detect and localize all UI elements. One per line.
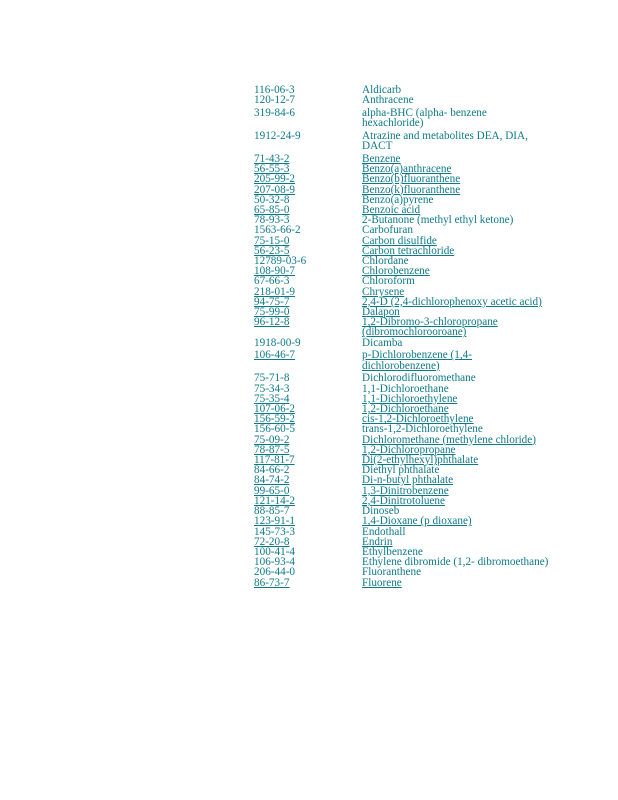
chemical-name-link[interactable]: Chrysene xyxy=(362,285,405,298)
cas-number-link[interactable]: 117-81-7 xyxy=(254,454,295,467)
chemical-name-link[interactable]: p-Dichlorobenzene (1,4- dichlorobenzene) xyxy=(362,349,472,372)
cas-number-link[interactable]: 94-75-7 xyxy=(254,295,290,308)
chemical-name: Dinoseb xyxy=(362,505,400,518)
chemical-name: Chloroform xyxy=(362,275,415,288)
chemical-row xyxy=(254,95,554,105)
cas-number-link[interactable]: 108-90-7 xyxy=(254,265,296,278)
cas-number-link[interactable]: 123-91-1 xyxy=(254,515,296,528)
cas-number-link[interactable]: 96-12-8 xyxy=(254,316,290,329)
chemical-name: Fluoranthene xyxy=(362,566,422,579)
chemical-name: Carbofuran xyxy=(362,224,413,237)
cas-number-link[interactable]: 106-46-7 xyxy=(254,349,296,362)
chemical-name-link[interactable]: Di(2-ethylhexyl)phthalate xyxy=(362,454,479,467)
chemical-row xyxy=(254,108,554,128)
cas-number-link[interactable]: 218-01-9 xyxy=(254,285,296,298)
cas-number-link[interactable]: 205-99-2 xyxy=(254,173,296,186)
cas-number-link[interactable]: 75-09-2 xyxy=(254,433,290,446)
cas-number: 100-41-4 xyxy=(254,545,296,558)
cas-number: 88-85-7 xyxy=(254,505,290,518)
cas-number-link[interactable]: 84-74-2 xyxy=(254,474,290,487)
chemical-name: 2-Butanone (methyl ethyl ketone) xyxy=(362,214,514,227)
chemical-row xyxy=(254,276,554,286)
cas-number: 75-71-8 xyxy=(254,372,290,385)
chemical-name: Ethylbenzene xyxy=(362,545,423,558)
chemical-name-link[interactable]: Benzo(b)fluoranthene xyxy=(362,173,461,186)
chemical-name: 1,1-Dichloroethane xyxy=(362,382,449,395)
chemical-name-link[interactable]: 1,2-Dichloropropane xyxy=(362,443,456,456)
cas-number: 319-84-6 xyxy=(254,107,296,119)
chemical-name: Diethyl phthalate xyxy=(362,464,440,477)
cas-number-link[interactable]: 156-59-2 xyxy=(254,413,296,426)
cas-number-link[interactable]: 75-35-4 xyxy=(254,392,290,405)
cas-number: 12789-03-6 xyxy=(254,255,307,268)
chemical-name: Anthracene xyxy=(362,94,414,107)
chemical-name: trans-1,2-Dichloroethylene xyxy=(362,423,483,436)
chemical-name: Benzo(a)pyrene xyxy=(362,193,434,206)
chemical-name-link[interactable]: 2,4-Dinitrotoluene xyxy=(362,494,445,507)
chemical-name-link[interactable]: Di-n-butyl phthalate xyxy=(362,474,454,487)
chemical-name: Ethylene dibromide (1,2- dibromoethane) xyxy=(362,556,549,569)
cas-number: 106-93-4 xyxy=(254,556,296,569)
cas-number-link[interactable]: 121-14-2 xyxy=(254,494,296,507)
cas-number: 67-66-3 xyxy=(254,275,290,288)
cas-number: 78-93-3 xyxy=(254,214,290,227)
chemical-name-link[interactable]: 1,3-Dinitrobenzene xyxy=(362,484,449,497)
cas-number: 156-60-5 xyxy=(254,423,296,436)
chemical-name-link[interactable]: Benzoic acid xyxy=(362,204,421,217)
cas-number-link[interactable]: 99-65-0 xyxy=(254,484,290,497)
cas-number-link[interactable]: 65-85-0 xyxy=(254,204,290,217)
chemical-name-link[interactable]: Dalapon xyxy=(362,306,400,319)
chemical-row xyxy=(254,338,554,348)
chemical-row xyxy=(254,578,554,588)
chemical-name: Dicamba xyxy=(362,336,403,349)
chemical-row xyxy=(254,527,554,537)
cas-number: 145-73-3 xyxy=(254,525,296,538)
chemical-name-link[interactable]: Dichloromethane (methylene chloride) xyxy=(362,433,536,446)
cas-number: 50-32-8 xyxy=(254,193,290,206)
chemical-name-link[interactable]: Endrin xyxy=(362,535,393,548)
chemical-row xyxy=(254,297,554,307)
cas-number-link[interactable]: 78-87-5 xyxy=(254,443,290,456)
chemical-name: alpha-BHC (alpha- benzene hexachloride) xyxy=(362,107,487,130)
chemical-name: Aldicarb xyxy=(362,84,402,96)
chemical-name: Endothall xyxy=(362,525,406,538)
cas-number-link[interactable]: 71-43-2 xyxy=(254,153,290,165)
chemical-name-link[interactable]: 1,2-Dibromo-3-chloropropane (dibromochlorooroane) xyxy=(362,316,498,339)
chemical-row xyxy=(254,516,554,526)
cas-number: 206-44-0 xyxy=(254,566,296,579)
cas-number: 1918-00-9 xyxy=(254,336,301,349)
cas-number-link[interactable]: 56-55-3 xyxy=(254,163,290,176)
chemical-name-link[interactable]: Fluorene xyxy=(362,576,402,589)
chemical-row xyxy=(254,567,554,577)
cas-number: 1912-24-9 xyxy=(254,130,301,142)
chemical-row xyxy=(254,317,554,337)
chemical-name-link[interactable]: 2,4-D (2,4-dichlorophenoxy acetic acid) xyxy=(362,295,542,308)
chemical-name-link[interactable]: Chlorobenzene xyxy=(362,265,430,278)
chemical-name-link[interactable]: Benzo(a)anthracene xyxy=(362,163,452,176)
chemical-name-link[interactable]: 1,2-Dichloroethane xyxy=(362,403,449,416)
chemical-name-link[interactable]: Carbon tetrachloride xyxy=(362,244,455,257)
chemical-row xyxy=(254,496,554,506)
cas-number: 120-12-7 xyxy=(254,94,296,107)
chemical-name-link[interactable]: Benzene xyxy=(362,153,401,165)
chemical-row xyxy=(254,131,554,151)
cas-number: 116-06-3 xyxy=(254,84,295,96)
chemical-name: Atrazine and metabolites DEA, DIA, DACT xyxy=(362,130,528,153)
chemical-name-link[interactable]: cis-1,2-Dichloroethylene xyxy=(362,413,474,426)
cas-number-link[interactable]: 86-73-7 xyxy=(254,576,290,589)
chemical-name: Dichlorodifluoromethane xyxy=(362,372,476,385)
cas-number: 1563-66-2 xyxy=(254,224,301,237)
cas-number-link[interactable]: 75-99-0 xyxy=(254,306,290,319)
chemical-name-link[interactable]: 1,1-Dichloroethylene xyxy=(362,392,458,405)
chemical-name-link[interactable]: Benzo(k)fluoranthene xyxy=(362,183,461,196)
cas-number-link[interactable]: 56-23-5 xyxy=(254,244,290,257)
chemical-name: Chlordane xyxy=(362,255,409,268)
chemical-row xyxy=(254,350,554,370)
cas-number-link[interactable]: 72-20-8 xyxy=(254,535,290,548)
cas-number-link[interactable]: 107-06-2 xyxy=(254,403,296,416)
chemical-name-link[interactable]: 1,4-Dioxane (p dioxane) xyxy=(362,515,472,528)
chemical-name-link[interactable]: Carbon disulfide xyxy=(362,234,437,247)
cas-number-link[interactable]: 75-15-0 xyxy=(254,234,290,247)
cas-number: 84-66-2 xyxy=(254,464,290,477)
cas-number-link[interactable]: 207-08-9 xyxy=(254,183,296,196)
chemical-list xyxy=(254,85,554,588)
cas-number: 75-34-3 xyxy=(254,382,290,395)
